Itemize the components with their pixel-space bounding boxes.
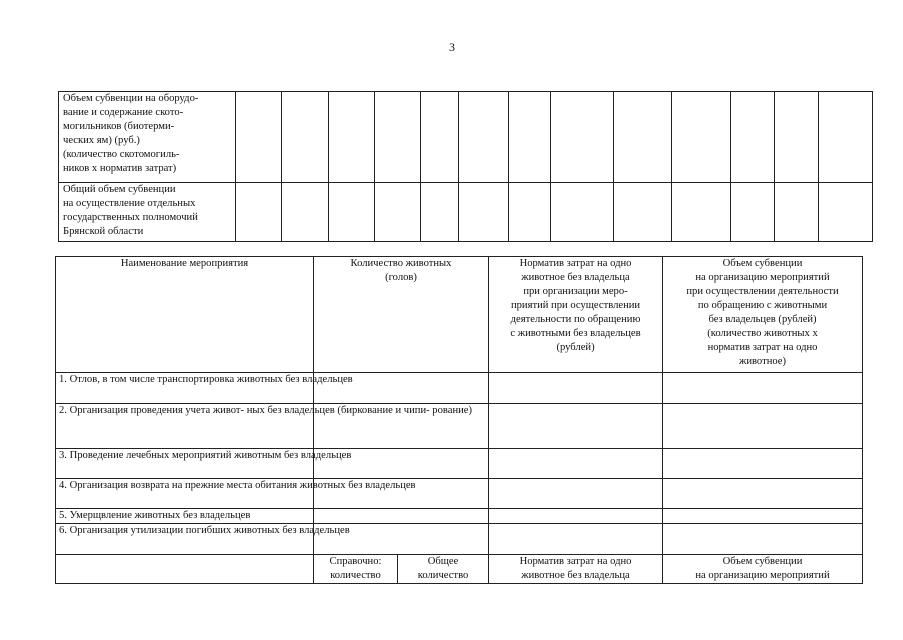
cell — [329, 183, 375, 242]
cell — [775, 183, 819, 242]
cell — [551, 183, 614, 242]
subvention-top-table — [58, 91, 873, 242]
header-cost-norm: Норматив затрат на одно животное без владельца при организации меро- приятий при осуществлении деятельности по обращению с животными без владельцев (рублей) — [489, 257, 663, 373]
row-label: 3. Проведение лечебных мероприятий животным без владельцев — [56, 449, 314, 479]
cell — [509, 183, 551, 242]
row-label: 2. Организация проведения учета живот- ных без владельцев (биркование и чипи- рование) — [56, 404, 314, 449]
cell — [459, 183, 509, 242]
activities-table — [55, 256, 863, 584]
cell — [509, 92, 551, 183]
cell — [663, 524, 863, 555]
top-table-row — [59, 183, 873, 242]
cell — [731, 183, 775, 242]
cell — [663, 479, 863, 509]
cell — [375, 183, 421, 242]
row-label: 5. Умерщвление животных без владельцев — [56, 509, 314, 524]
cell — [614, 183, 672, 242]
cell — [236, 92, 282, 183]
cell — [56, 555, 314, 584]
table-row — [56, 479, 863, 509]
cell — [314, 509, 489, 524]
footer-reference-count: Справочно: количество — [314, 555, 398, 584]
cell — [672, 183, 731, 242]
cell — [551, 92, 614, 183]
footer-subvention-volume: Объем субвенции на организацию мероприятий — [663, 555, 863, 584]
cell — [663, 404, 863, 449]
table-row — [56, 509, 863, 524]
cell — [489, 373, 663, 404]
cell — [236, 183, 282, 242]
cell — [459, 92, 509, 183]
table-row — [56, 373, 863, 404]
cell — [819, 92, 873, 183]
cell — [282, 183, 329, 242]
header-animal-count: Количество животных (голов) — [314, 257, 489, 373]
cell — [489, 479, 663, 509]
header-activity-name: Наименование мероприятия — [56, 257, 314, 373]
header-row — [56, 257, 863, 373]
cell — [421, 183, 459, 242]
footer-row — [56, 555, 863, 584]
table-row — [56, 524, 863, 555]
cell — [672, 92, 731, 183]
row-label-total-subvention: Общий объем субвенции на осуществление отдельных государственных полномочий Брянской области — [59, 183, 236, 242]
header-subvention-volume: Объем субвенции на организацию мероприятий при осуществлении деятельности по обращению с животными без владельцев (рублей) (количество животных х норматив затрат на одно животное) — [663, 257, 863, 373]
cell — [489, 509, 663, 524]
footer-cost-norm: Норматив затрат на одно животное без владельца — [489, 555, 663, 584]
table-row — [56, 404, 863, 449]
cell — [663, 449, 863, 479]
row-label: 1. Отлов, в том числе транспортировка животных без владельцев — [56, 373, 314, 404]
table-row — [56, 449, 863, 479]
cell — [731, 92, 775, 183]
cell — [614, 92, 672, 183]
top-table-row — [59, 92, 873, 183]
cell — [375, 92, 421, 183]
cell — [421, 92, 459, 183]
page-number: 3 — [449, 40, 455, 54]
cell — [775, 92, 819, 183]
cell — [663, 509, 863, 524]
cell — [819, 183, 873, 242]
cell — [329, 92, 375, 183]
cell — [489, 524, 663, 555]
footer-total-count: Общее количество — [398, 555, 489, 584]
row-label: 6. Организация утилизации погибших животных без владельцев — [56, 524, 314, 555]
cell — [489, 449, 663, 479]
row-label-burial-sites: Объем субвенции на оборудо- вание и содержание ското- могильников (биотерми- ческих ям) (руб.) (количество скотомогиль- ников х норматив затрат) — [59, 92, 236, 183]
cell — [489, 404, 663, 449]
cell — [282, 92, 329, 183]
row-label: 4. Организация возврата на прежние места обитания животных без владельцев — [56, 479, 314, 509]
cell — [663, 373, 863, 404]
